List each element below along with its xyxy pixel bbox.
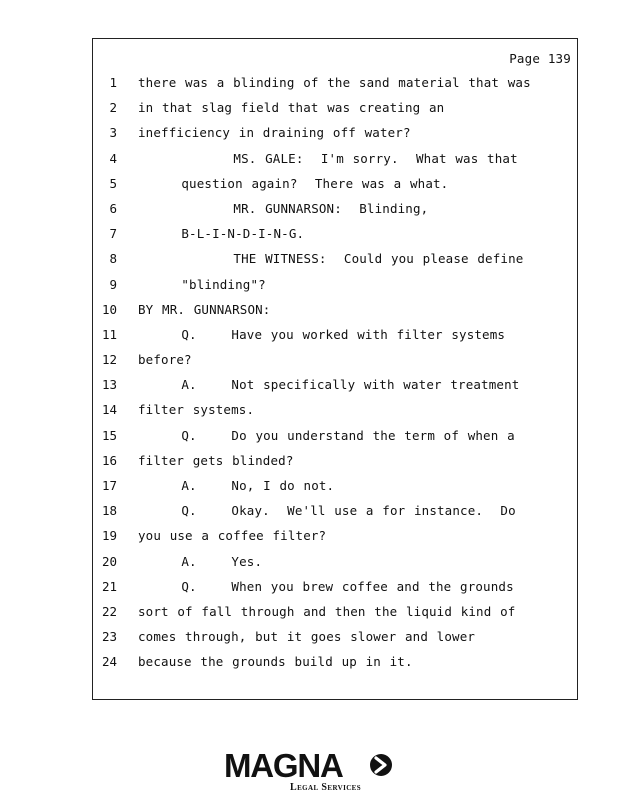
line-text: A. Not specifically with water treatment: [138, 377, 520, 393]
line-number: 22: [101, 603, 117, 619]
transcript-line: [93, 498, 577, 523]
transcript-line: [93, 322, 577, 347]
line-text: "blinding"?: [138, 276, 266, 292]
line-number: 2: [109, 100, 117, 116]
line-number: 3: [109, 125, 117, 141]
line-number: 20: [101, 553, 117, 569]
line-number: 15: [101, 427, 117, 443]
transcript-line: [93, 624, 577, 649]
line-text: THE WITNESS: Could you please define: [138, 251, 524, 267]
transcript-line: [93, 272, 577, 297]
transcript-line: [93, 171, 577, 196]
transcript-line: [93, 146, 577, 171]
line-number: 23: [101, 629, 117, 645]
line-number: 12: [101, 352, 117, 368]
transcript-line: [93, 523, 577, 548]
line-text: sort of fall through and then the liquid kind of: [138, 603, 516, 619]
line-number: 10: [101, 301, 117, 317]
line-text: Q. Do you understand the term of when a: [138, 427, 515, 443]
logo-graphic: [224, 745, 396, 793]
line-text: comes through, but it goes slower and lower: [138, 629, 476, 645]
line-text: MS. GALE: I'm sorry. What was that: [138, 150, 518, 166]
transcript-line: [93, 196, 577, 221]
line-text: inefficiency in draining off water?: [138, 125, 411, 141]
line-text: there was a blinding of the sand material that was: [138, 75, 531, 90]
line-text: MR. GUNNARSON: Blinding,: [138, 200, 429, 216]
line-number: 24: [101, 654, 117, 670]
transcript-line: [93, 95, 577, 120]
line-number: 9: [109, 276, 117, 292]
line-text: Q. Okay. We'll use a for instance. Do: [138, 503, 516, 519]
transcript-line: [93, 70, 577, 95]
logo-wordmark: MAGNA: [224, 747, 343, 784]
line-number: 17: [101, 478, 117, 493]
transcript-page: [92, 38, 578, 700]
transcript-line: [93, 448, 577, 473]
transcript-line: [93, 297, 577, 322]
line-number: 5: [109, 175, 117, 191]
transcript-line: [93, 221, 577, 246]
transcript-line: [93, 397, 577, 422]
transcript-line: [93, 649, 577, 674]
line-number: 19: [101, 528, 117, 544]
line-number: 4: [109, 150, 117, 166]
line-text: A. Yes.: [138, 553, 263, 569]
magna-legal-services-logo: [224, 745, 396, 793]
transcript-line: [93, 246, 577, 271]
line-text: filter gets blinded?: [138, 452, 294, 468]
page-number: Page 139: [509, 51, 571, 66]
line-number: 8: [109, 251, 117, 267]
transcript-line: [93, 372, 577, 397]
line-text: BY MR. GUNNARSON:: [138, 301, 271, 317]
transcript-line: [93, 120, 577, 145]
transcript-line: [93, 574, 577, 599]
line-text: filter systems.: [138, 402, 255, 418]
line-number: 21: [101, 578, 117, 594]
transcript-line: [93, 347, 577, 372]
transcript-line: [93, 549, 577, 574]
line-text: Q. When you brew coffee and the grounds: [138, 578, 514, 594]
line-number: 6: [109, 200, 117, 216]
line-number: 11: [101, 326, 117, 342]
line-text: A. No, I do not.: [138, 478, 335, 493]
line-text: because the grounds build up in it.: [138, 654, 413, 670]
line-number: 18: [101, 503, 117, 519]
line-text: you use a coffee filter?: [138, 528, 327, 544]
transcript-line: [93, 473, 577, 498]
logo-tagline: Legal Services: [290, 782, 362, 793]
line-text: B-L-I-N-D-I-N-G.: [138, 226, 305, 242]
line-number: 16: [101, 452, 117, 468]
transcript-lines: [93, 70, 577, 675]
line-number: 1: [109, 75, 117, 90]
line-number: 7: [109, 226, 117, 242]
transcript-line: [93, 599, 577, 624]
line-text: in that slag field that was creating an: [138, 100, 445, 116]
line-text: before?: [138, 352, 192, 368]
circle-chevron-right-icon: [370, 754, 392, 776]
transcript-line: [93, 423, 577, 448]
line-text: Q. Have you worked with filter systems: [138, 326, 506, 342]
line-number: 13: [101, 377, 117, 393]
line-text: question again? There was a what.: [138, 175, 449, 191]
line-number: 14: [101, 402, 117, 418]
